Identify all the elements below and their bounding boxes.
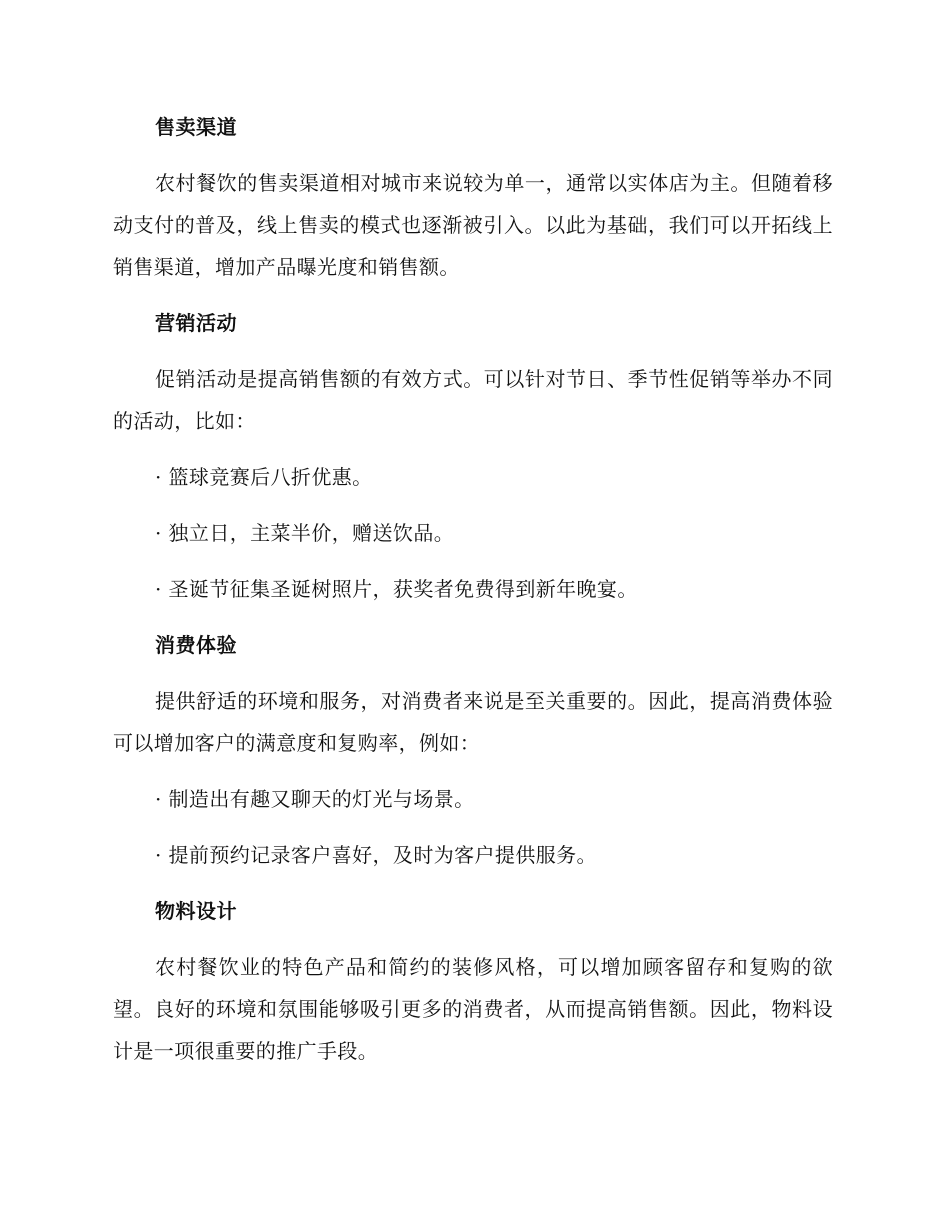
list-item: · 制造出有趣又聊天的灯光与场景。 xyxy=(155,787,475,811)
list-item: · 提前预约记录客户喜好，及时为客户提供服务。 xyxy=(155,843,597,867)
list-item: · 篮球竞赛后八折优惠。 xyxy=(155,465,373,489)
section-heading-sales-channels: 售卖渠道 xyxy=(155,115,237,139)
document-body xyxy=(113,106,833,1086)
section-paragraph-experience: 提供舒适的环境和服务，对消费者来说是至关重要的。因此，提高消费体验可以增加客户的满意度和复购率，例如： xyxy=(113,689,833,755)
list-item: · 独立日，主菜半价，赠送饮品。 xyxy=(155,521,455,545)
section-heading-marketing: 营销活动 xyxy=(155,311,237,335)
section-heading-materials: 物料设计 xyxy=(155,899,237,923)
section-paragraph-sales-channels: 农村餐饮的售卖渠道相对城市来说较为单一，通常以实体店为主。但随着移动支付的普及，线上售卖的模式也逐渐被引入。以此为基础，我们可以开拓线上销售渠道，增加产品曝光度和销售额。 xyxy=(113,171,833,279)
list-item: · 圣诞节征集圣诞树照片，获奖者免费得到新年晚宴。 xyxy=(155,577,638,601)
section-paragraph-materials: 农村餐饮业的特色产品和简约的装修风格，可以增加顾客留存和复购的欲望。良好的环境和氛围能够吸引更多的消费者，从而提高销售额。因此，物料设计是一项很重要的推广手段。 xyxy=(113,955,833,1063)
section-heading-experience: 消费体验 xyxy=(155,633,237,657)
section-paragraph-marketing: 促销活动是提高销售额的有效方式。可以针对节日、季节性促销等举办不同的活动，比如： xyxy=(113,367,833,433)
